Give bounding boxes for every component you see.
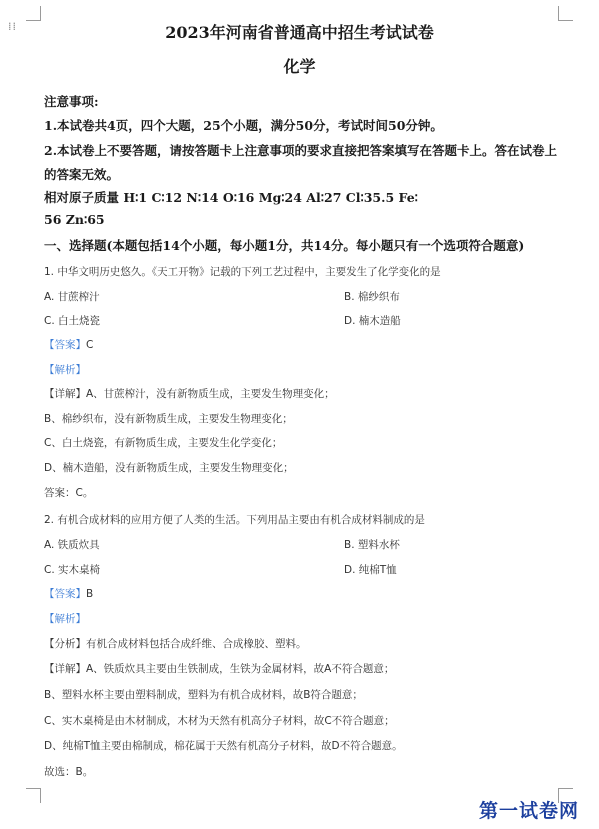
q1-options-row-1 xyxy=(44,289,569,304)
q2-answer xyxy=(44,586,569,601)
q1-option-c: C. 白土烧瓷 xyxy=(44,315,101,327)
crop-mark-top-left xyxy=(26,6,41,21)
q2-detail-3: C、实木桌椅是由木材制成，木材为天然有机高分子材料，故C不符合题意； xyxy=(44,715,395,727)
q2-answer-tag: 【答案】 xyxy=(44,588,86,600)
q1-final-answer: 答案：C。 xyxy=(44,487,94,499)
q2-option-b: B. 塑料水杯 xyxy=(344,539,400,551)
q1-analysis-tag: 【解析】 xyxy=(44,364,86,376)
q1-detail-4: D、楠木造船，没有新物质生成，主要发生物理变化； xyxy=(44,462,294,474)
q1-answer-tag: 【答案】 xyxy=(44,339,86,351)
crop-mark-bottom-left xyxy=(26,788,41,803)
q2-analysis2-tag: 【分析】 xyxy=(44,638,86,650)
q1-detail-2: B、棉纱织布，没有新物质生成，主要发生物理变化； xyxy=(44,413,293,425)
q1-detail-1: 【详解】A、甘蔗榨汁，没有新物质生成，主要发生物理变化； xyxy=(44,388,335,400)
notice-heading: 注意事项: xyxy=(44,94,99,109)
q2-detail-tag: 【详解】 xyxy=(44,663,86,675)
q2-stem: 2. 有机合成材料的应用方便了人类的生活。下列用品主要由有机合成材料制成的是 xyxy=(44,514,425,526)
atomic-masses-line-1: 相对原子质量 H∶1 C∶12 N∶14 O∶16 Mg∶24 Al∶27 Cl∶35.5 Fe∶ xyxy=(44,190,418,205)
q2-options-row-1 xyxy=(44,537,569,552)
q1-stem: 1. 中华文明历史悠久。《天工开物》记载的下列工艺过程中，主要发生了化学变化的是 xyxy=(44,266,441,278)
brand-watermark: 第一试卷网 xyxy=(478,800,579,822)
q2-options-row-2 xyxy=(44,562,569,577)
crop-mark-top-right xyxy=(558,6,573,21)
q1-option-d: D. 楠木造船 xyxy=(344,315,401,327)
q1-answer xyxy=(44,337,569,352)
q1-options-row-2 xyxy=(44,313,569,328)
q2-option-c: C. 实木桌椅 xyxy=(44,564,101,576)
q1-option-b: B. 棉纱织布 xyxy=(344,291,400,303)
q1-detail-tag: 【详解】 xyxy=(44,388,86,400)
q2-analysis: 【分析】有机合成材料包括合成纤维、合成橡胶、塑料。 xyxy=(44,638,307,650)
q2-analysis-tag: 【解析】 xyxy=(44,613,86,625)
notice-item-1: 1.本试卷共4页，四个大题，25个小题，满分50分，考试时间50分钟。 xyxy=(44,118,443,133)
q1-answer-value: C xyxy=(86,339,94,351)
subject-title: 化学 xyxy=(283,57,316,76)
section-heading: 一、选择题(本题包括14个小题，每小题1分，共14分。每小题只有一个选项符合题意) xyxy=(44,238,525,253)
q2-answer-value: B xyxy=(86,588,94,600)
q2-final-answer: 故选：B。 xyxy=(44,766,94,778)
q2-detail-2: B、塑料水杯主要由塑料制成，塑料为有机合成材料，故B符合题意； xyxy=(44,689,363,701)
notice-item-2b: 的答案无效。 xyxy=(44,167,120,182)
atomic-masses-line-2: 56 Zn∶65 xyxy=(44,212,105,227)
drag-handle-icon[interactable]: ⁞⁞ xyxy=(8,20,17,33)
q2-option-d: D. 纯棉T恤 xyxy=(344,564,397,576)
q2-detail-4: D、纯棉T恤主要由棉制成，棉花属于天然有机高分子材料，故D不符合题意。 xyxy=(44,740,403,752)
notice-item-2a: 2.本试卷上不要答题，请按答题卡上注意事项的要求直接把答案填写在答题卡上。答在试卷上 xyxy=(44,143,558,158)
q2-option-a: A. 铁质炊具 xyxy=(44,539,100,551)
q1-option-a: A. 甘蔗榨汁 xyxy=(44,291,100,303)
page-title: 2023年河南省普通高中招生考试试卷 xyxy=(165,23,434,42)
q1-detail-3: C、白土烧瓷，有新物质生成，主要发生化学变化； xyxy=(44,437,283,449)
q2-detail-1: 【详解】A、铁质炊具主要由生铁制成，生铁为金属材料，故A不符合题意； xyxy=(44,663,395,675)
